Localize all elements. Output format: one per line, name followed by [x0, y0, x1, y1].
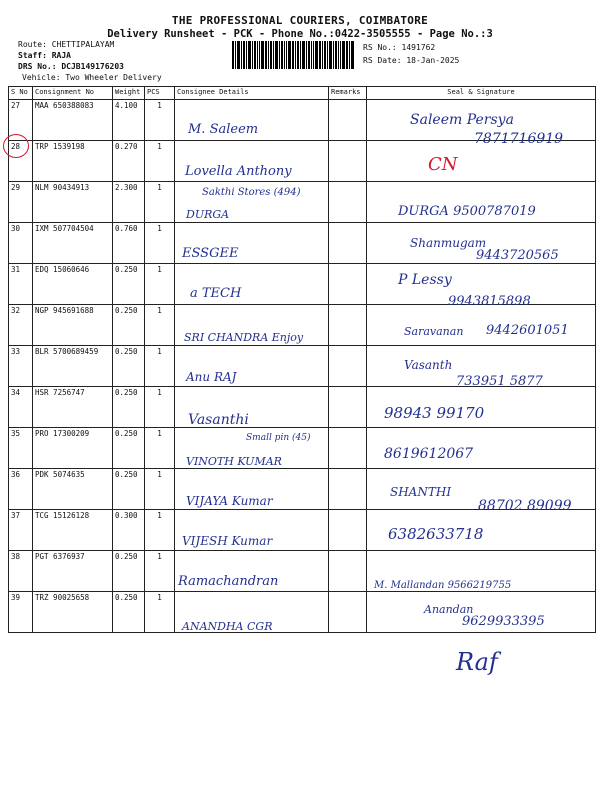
- handwritten-signature-30: Shanmugam: [410, 236, 487, 250]
- drs-value: DCJB149176203: [61, 62, 124, 71]
- cell-remarks: [329, 305, 367, 346]
- cell-remarks: [329, 182, 367, 223]
- handwritten-signature-37: 6382633718: [388, 525, 484, 543]
- handwritten-signature-29: DURGA 9500787019: [398, 204, 536, 219]
- handwritten-signature-32: Saravanan: [404, 325, 464, 338]
- handwritten-footer-initials: Raf: [456, 648, 498, 676]
- cell-sno: 39: [9, 592, 33, 633]
- cell-weight: 0.250: [113, 305, 145, 346]
- handwritten-consignee-36: VIJAYA Kumar: [186, 494, 273, 508]
- rs-date: RS Date: 18-Jan-2025: [363, 56, 460, 65]
- handwritten-consignee-39: ANANDHA CGR: [182, 620, 273, 633]
- table-row: [9, 510, 596, 551]
- cell-consignee-details: [175, 469, 329, 510]
- handwritten-phone-33: 733951 5877: [456, 374, 543, 389]
- table-row: [9, 346, 596, 387]
- cell-sno: 28: [9, 141, 33, 182]
- cell-sno: 38: [9, 551, 33, 592]
- cell-consignment-no: HSR 7256747: [33, 387, 113, 428]
- cell-seal-signature: [367, 141, 596, 182]
- handwritten-consignee-33: Anu RAJ: [186, 370, 237, 384]
- cell-pcs: 1: [145, 551, 175, 592]
- cell-seal-signature: [367, 182, 596, 223]
- handwritten-consignee-32: SRI CHANDRA Enjoy: [184, 331, 304, 344]
- cell-seal-signature: [367, 223, 596, 264]
- cell-consignee-details: [175, 428, 329, 469]
- cell-seal-signature: [367, 305, 596, 346]
- cell-remarks: [329, 428, 367, 469]
- cell-remarks: [329, 469, 367, 510]
- handwritten-signature-35: 8619612067: [384, 446, 474, 462]
- cell-consignee-details: [175, 182, 329, 223]
- cell-seal-signature: [367, 469, 596, 510]
- cell-weight: 0.250: [113, 346, 145, 387]
- cell-sno: 29: [9, 182, 33, 223]
- handwritten-signature-36: SHANTHI: [390, 485, 452, 499]
- cell-consignment-no: MAA 650388083: [33, 100, 113, 141]
- table-row: [9, 592, 596, 633]
- cell-remarks: [329, 387, 367, 428]
- cell-seal-signature: [367, 100, 596, 141]
- cell-consignment-no: EDQ 15060646: [33, 264, 113, 305]
- cell-weight: 0.250: [113, 592, 145, 633]
- cell-remarks: [329, 141, 367, 182]
- table-row: [9, 141, 596, 182]
- handwritten-signature-28: CN: [428, 154, 458, 175]
- handwritten-consignee-30: ESSGEE: [182, 246, 239, 261]
- table-row: [9, 305, 596, 346]
- col-header-pcs: PCS: [145, 87, 175, 100]
- cell-consignment-no: BLR 5700689459: [33, 346, 113, 387]
- cell-consignee-details: [175, 100, 329, 141]
- cell-weight: 0.250: [113, 428, 145, 469]
- cell-sno: 27: [9, 100, 33, 141]
- handwritten-consignee-27: M. Saleem: [188, 122, 259, 137]
- document-subtitle: Delivery Runsheet - PCK - Phone No.:0422-3505555 - Page No.:3: [107, 28, 493, 40]
- handwritten-phone-32: 9442601051: [486, 323, 569, 338]
- handwritten-signature-33: Vasanth: [404, 358, 453, 372]
- cell-consignee-details: [175, 592, 329, 633]
- handwritten-signature-31: P Lessy: [398, 272, 452, 288]
- cell-consignee-details: [175, 510, 329, 551]
- cell-weight: 0.250: [113, 387, 145, 428]
- cell-seal-signature: [367, 510, 596, 551]
- table-row: [9, 469, 596, 510]
- red-circle-mark: [3, 134, 29, 158]
- handwritten-consignee-35b: VINOTH KUMAR: [186, 455, 282, 468]
- handwritten-consignee-38: Ramachandran: [178, 574, 279, 589]
- cell-pcs: 1: [145, 100, 175, 141]
- cell-sno: 33: [9, 346, 33, 387]
- handwritten-consignee-29b: DURGA: [186, 208, 230, 221]
- cell-remarks: [329, 551, 367, 592]
- cell-seal-signature: [367, 387, 596, 428]
- cell-pcs: 1: [145, 264, 175, 305]
- table-row: [9, 387, 596, 428]
- cell-pcs: 1: [145, 346, 175, 387]
- handwritten-consignee-29a: Sakthi Stores (494): [202, 187, 301, 198]
- handwritten-signature-39: Anandan: [424, 603, 474, 616]
- cell-consignment-no: NLM 90434913: [33, 182, 113, 223]
- cell-weight: 0.250: [113, 469, 145, 510]
- cell-consignment-no: IXM 507704504: [33, 223, 113, 264]
- cell-consignee-details: [175, 264, 329, 305]
- cell-consignee-details: [175, 305, 329, 346]
- cell-consignment-no: NGP 945691688: [33, 305, 113, 346]
- cell-pcs: 1: [145, 223, 175, 264]
- handwritten-phone-36: 88702 89099: [478, 498, 572, 514]
- cell-consignment-no: PRO 17300209: [33, 428, 113, 469]
- cell-remarks: [329, 100, 367, 141]
- handwritten-phone-31: 9943815898: [448, 294, 531, 309]
- cell-consignment-no: TRP 1539198: [33, 141, 113, 182]
- cell-seal-signature: [367, 428, 596, 469]
- cell-weight: 2.300: [113, 182, 145, 223]
- table-header-row: [9, 87, 596, 100]
- cell-weight: 4.100: [113, 100, 145, 141]
- rs-number: RS No.: 1491762: [363, 43, 436, 52]
- cell-seal-signature: [367, 264, 596, 305]
- col-header-consignment: Consignment No: [33, 87, 113, 100]
- cell-remarks: [329, 223, 367, 264]
- cell-sno: 36: [9, 469, 33, 510]
- cell-sno: 31: [9, 264, 33, 305]
- table-row: [9, 264, 596, 305]
- cell-pcs: 1: [145, 510, 175, 551]
- cell-sno: 34: [9, 387, 33, 428]
- runsheet-table: [8, 86, 596, 633]
- barcode-image: [232, 41, 354, 69]
- cell-seal-signature: [367, 592, 596, 633]
- handwritten-signature-27: Saleem Persya: [410, 112, 514, 128]
- handwritten-phone-39: 9629933395: [462, 614, 545, 629]
- cell-consignment-no: TRZ 90025658: [33, 592, 113, 633]
- col-header-remarks: Remarks: [329, 87, 367, 100]
- cell-seal-signature: [367, 346, 596, 387]
- cell-consignment-no: PDK 5074635: [33, 469, 113, 510]
- handwritten-consignee-34: Vasanthi: [188, 412, 249, 428]
- cell-weight: 0.250: [113, 551, 145, 592]
- handwritten-consignee-31: a TECH: [190, 286, 242, 301]
- cell-consignee-details: [175, 346, 329, 387]
- staff-label: Staff:: [18, 51, 47, 60]
- cell-pcs: 1: [145, 305, 175, 346]
- table-row: [9, 223, 596, 264]
- col-header-weight: Weight: [113, 87, 145, 100]
- cell-sno: 35: [9, 428, 33, 469]
- cell-consignment-no: TCG 15126128: [33, 510, 113, 551]
- route-label: Route: CHETTIPALAYAM: [18, 40, 115, 49]
- cell-pcs: 1: [145, 141, 175, 182]
- table-row: [9, 100, 596, 141]
- col-header-consignee: Consignee Details: [175, 87, 329, 100]
- cell-consignee-details: [175, 387, 329, 428]
- table-row: [9, 428, 596, 469]
- cell-sno: 30: [9, 223, 33, 264]
- vehicle-label: Vehicle: Two Wheeler Delivery: [22, 73, 162, 82]
- cell-weight: 0.250: [113, 264, 145, 305]
- document-title: THE PROFESSIONAL COURIERS, COIMBATORE: [171, 14, 429, 27]
- drs-line: [18, 62, 124, 71]
- handwritten-signature-38: M. Mallandan 9566219755: [374, 580, 512, 591]
- cell-seal-signature: [367, 551, 596, 592]
- cell-remarks: [329, 510, 367, 551]
- cell-remarks: [329, 264, 367, 305]
- cell-pcs: 1: [145, 428, 175, 469]
- table-row: [9, 182, 596, 223]
- cell-consignee-details: [175, 223, 329, 264]
- cell-weight: 0.270: [113, 141, 145, 182]
- cell-consignee-details: [175, 551, 329, 592]
- cell-pcs: 1: [145, 469, 175, 510]
- col-header-sno: S No: [9, 87, 33, 100]
- handwritten-phone-27: 7871716919: [474, 131, 564, 147]
- table-row: [9, 551, 596, 592]
- handwritten-phone-30: 9443720565: [476, 248, 559, 263]
- cell-weight: 0.760: [113, 223, 145, 264]
- cell-consignment-no: PGT 6376937: [33, 551, 113, 592]
- handwritten-consignee-28: Lovella Anthony: [185, 164, 292, 179]
- cell-pcs: 1: [145, 387, 175, 428]
- staff-line: [18, 51, 71, 60]
- cell-remarks: [329, 346, 367, 387]
- cell-weight: 0.300: [113, 510, 145, 551]
- cell-consignee-details: [175, 141, 329, 182]
- drs-label: DRS No.:: [18, 62, 57, 71]
- cell-sno: 37: [9, 510, 33, 551]
- cell-sno: 32: [9, 305, 33, 346]
- cell-pcs: 1: [145, 592, 175, 633]
- staff-value: RAJA: [51, 51, 71, 60]
- cell-remarks: [329, 592, 367, 633]
- handwritten-signature-34: 98943 99170: [384, 404, 485, 422]
- handwritten-consignee-37: VIJESH Kumar: [182, 534, 273, 548]
- handwritten-consignee-35a: Small pin (45): [246, 433, 311, 443]
- cell-pcs: 1: [145, 182, 175, 223]
- col-header-signature: Seal & Signature: [367, 87, 596, 100]
